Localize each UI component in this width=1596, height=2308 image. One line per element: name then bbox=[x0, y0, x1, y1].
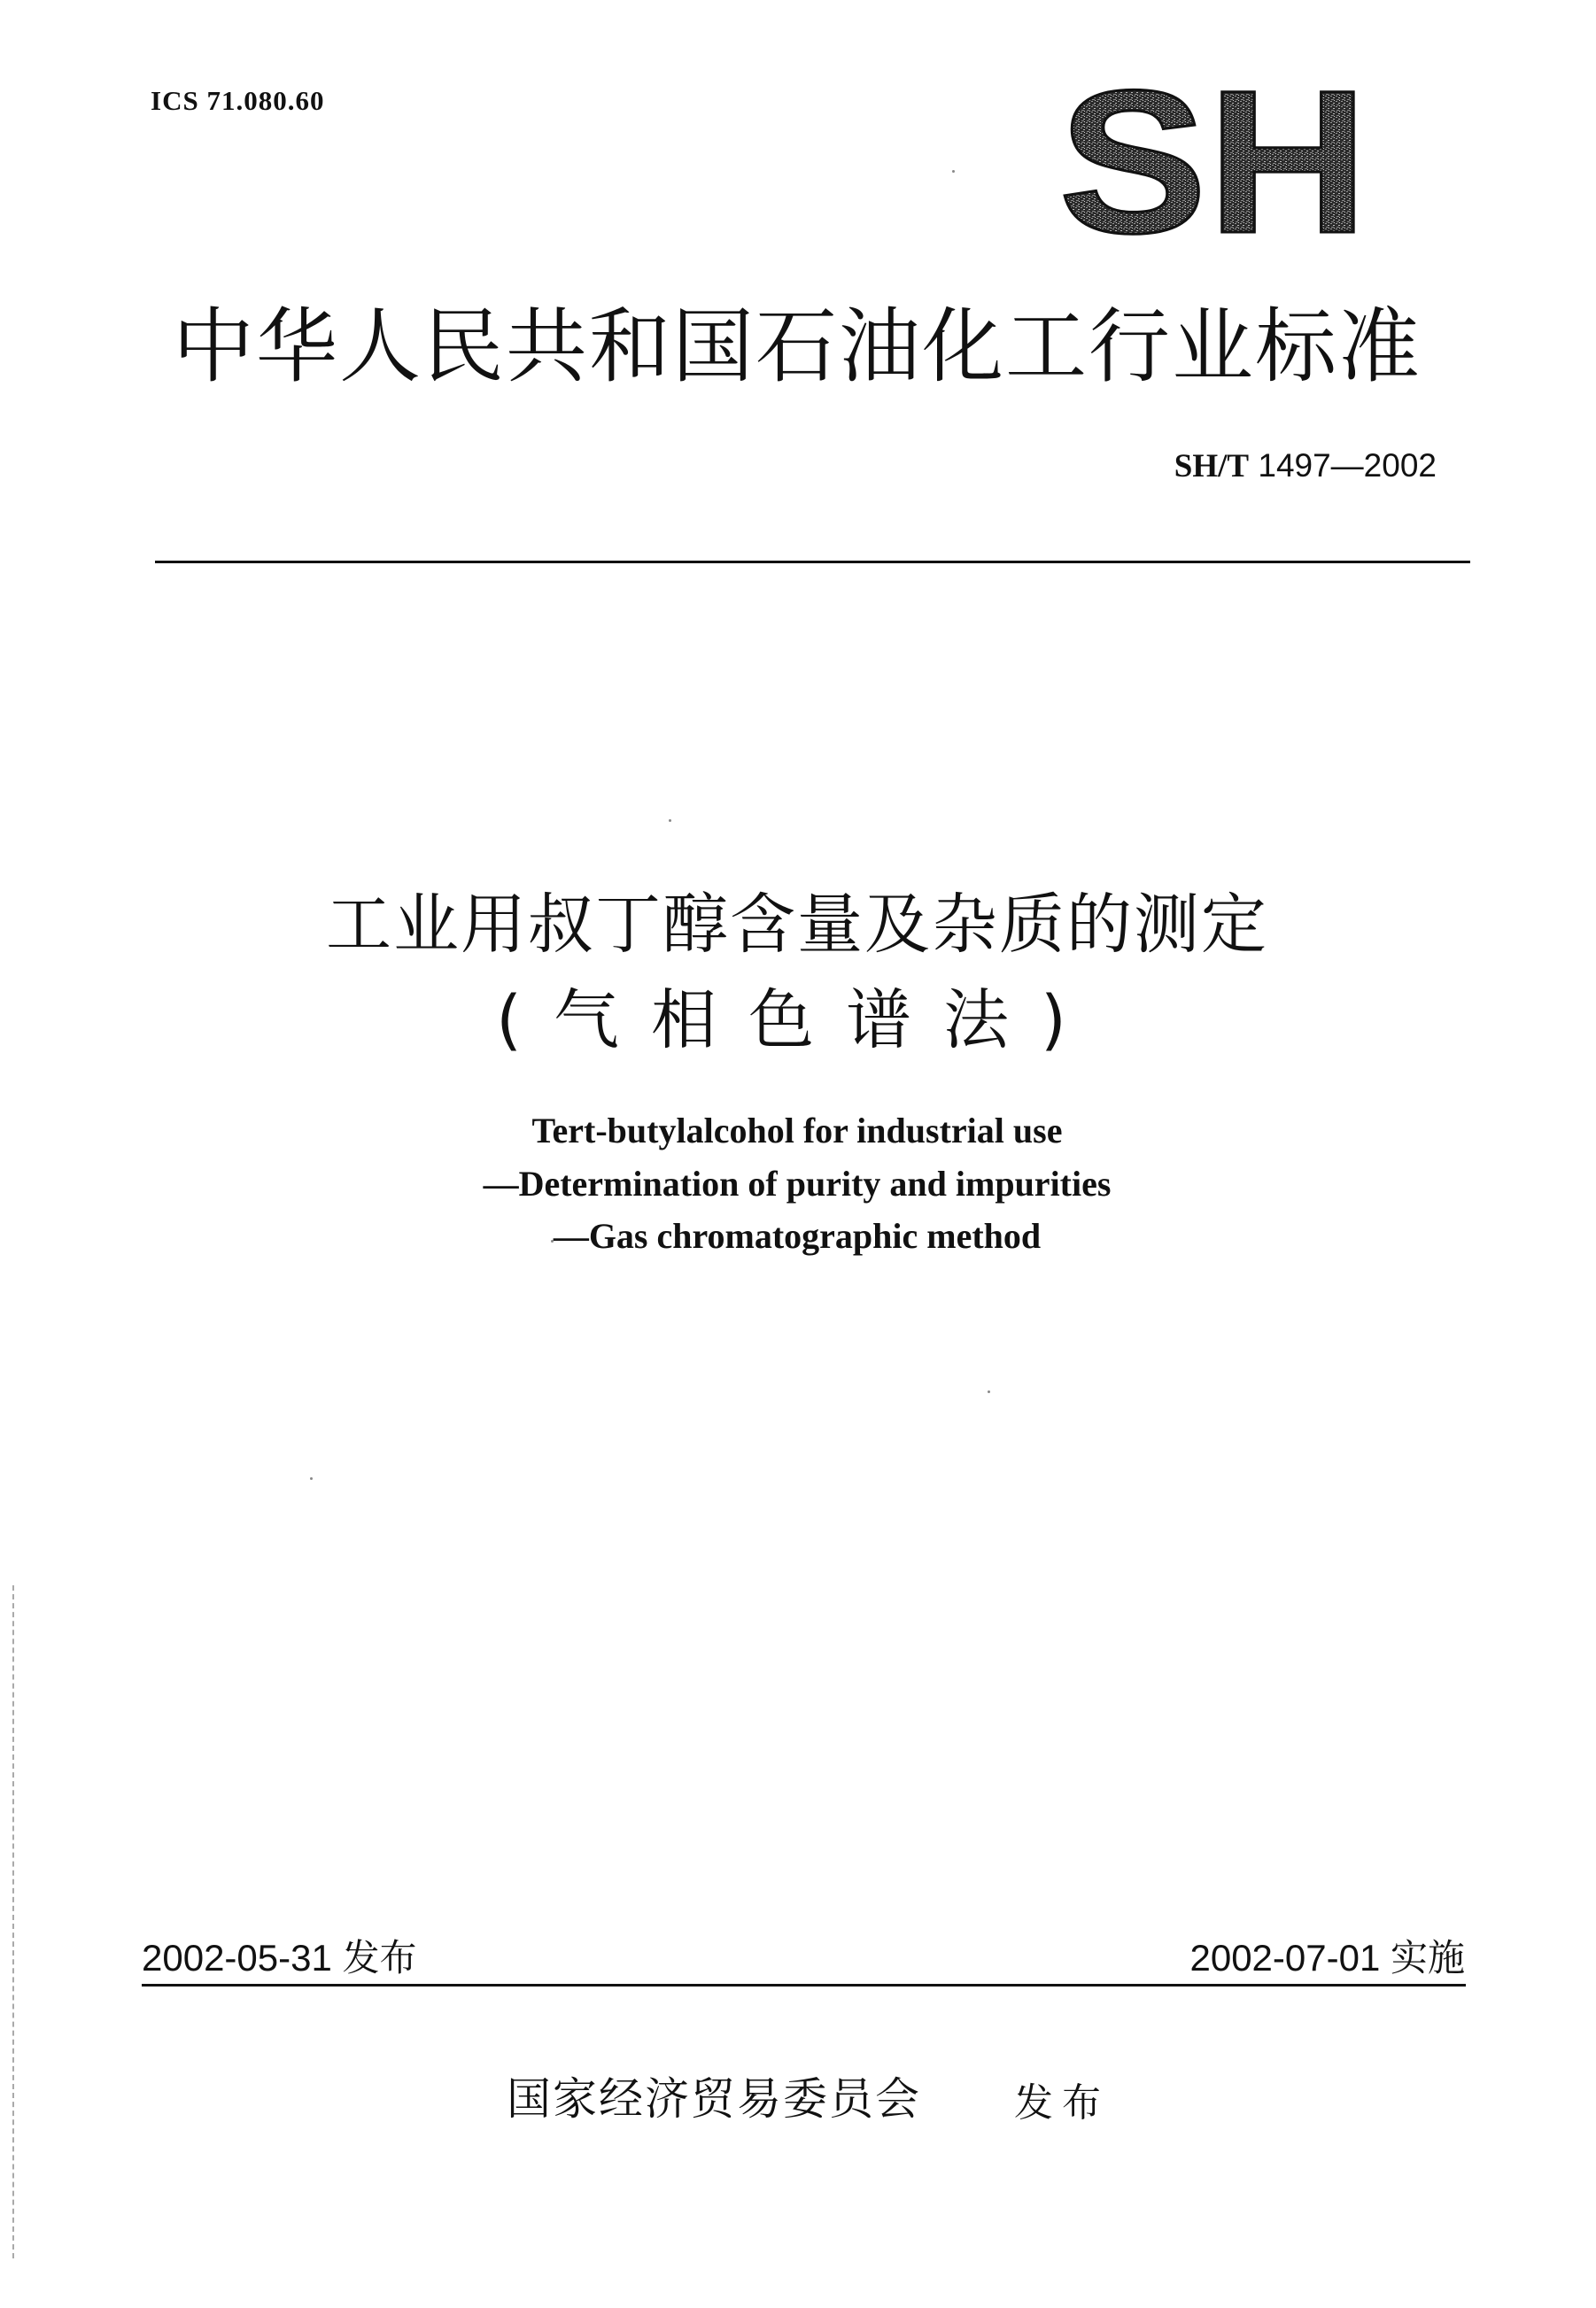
english-title-line-3: —Gas chromatographic method bbox=[553, 1216, 1042, 1256]
english-title-line-1: Tert-butylalcohol for industrial use bbox=[531, 1111, 1063, 1150]
standard-number-value: 1497—2002 bbox=[1258, 447, 1437, 484]
ics-code: ICS 71.080.60 bbox=[151, 85, 325, 116]
header-divider bbox=[155, 561, 1470, 563]
standard-number bbox=[1174, 447, 1437, 485]
implementation-date: 2002-07-01 实施 bbox=[1189, 1937, 1465, 1979]
chinese-title-line-2: (气相色谱法) bbox=[496, 982, 1098, 1058]
footer-divider bbox=[142, 1984, 1466, 1987]
scan-speck bbox=[551, 1240, 554, 1243]
english-title-line-2: —Determination of purity and impurities bbox=[483, 1164, 1112, 1204]
chinese-title-line-1: 工业用叔丁醇含量及杂质的测定 bbox=[326, 887, 1268, 963]
scan-speck bbox=[952, 170, 955, 173]
scan-speck bbox=[988, 1390, 990, 1393]
standard-category-title: 中华人民共和国石油化工行业标准 bbox=[172, 299, 1422, 394]
standard-number-prefix: SH/T bbox=[1174, 448, 1250, 484]
scan-speck bbox=[669, 819, 671, 822]
binding-edge-mark bbox=[12, 1585, 14, 2258]
svg-text:SH: SH bbox=[1058, 80, 1368, 239]
publish-label: 发布 bbox=[1014, 2080, 1110, 2126]
sh-logo bbox=[1054, 80, 1373, 239]
issue-date: 2002-05-31 发布 bbox=[142, 1937, 417, 1979]
scan-speck bbox=[310, 1477, 313, 1480]
publisher-name: 国家经济贸易委员会 bbox=[507, 2073, 921, 2125]
